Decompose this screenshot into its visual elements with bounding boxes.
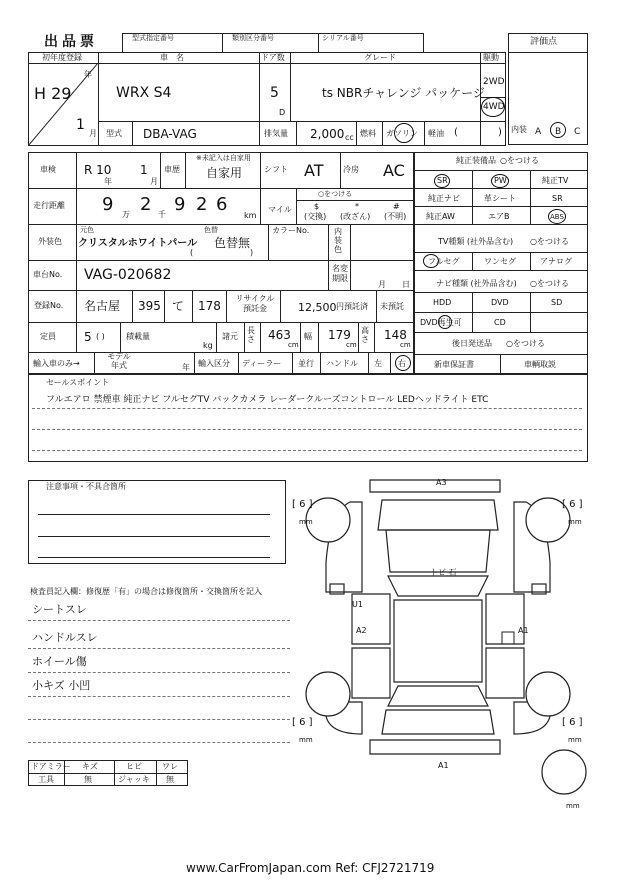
length-value: 463 bbox=[268, 328, 291, 342]
length-unit: cm bbox=[288, 341, 299, 349]
registration-class: 395 bbox=[138, 299, 161, 313]
history-note: ※未記入は自家用 bbox=[196, 154, 251, 162]
width-label: 幅 bbox=[304, 332, 312, 341]
drive-4wd: 4WD bbox=[483, 102, 505, 112]
color-no-label: カラーNo. bbox=[272, 226, 310, 235]
tv-fullseg-circle bbox=[423, 254, 439, 268]
capacity-value: 5 bbox=[84, 330, 92, 344]
name-change-day: 日 bbox=[402, 280, 410, 289]
repaint-label: 色替 bbox=[204, 226, 218, 234]
ac-label: 冷房 bbox=[343, 165, 359, 174]
navi-dvd-playback: DVD再生可 bbox=[420, 318, 462, 327]
tv-fullseg: フルセグ bbox=[428, 257, 460, 266]
mileage-unit-sen: 千 bbox=[158, 210, 166, 219]
shift-label: シフト bbox=[264, 165, 288, 174]
tire-depth-fl: [ 6 ] bbox=[292, 499, 313, 510]
damage-u1: U1 bbox=[352, 600, 363, 609]
legend-tools-value: 無 bbox=[84, 775, 92, 784]
interior-grade-b-circle bbox=[550, 122, 566, 138]
note-line-2: ハンドルスレ bbox=[32, 631, 98, 644]
drive-4wd-circle bbox=[481, 97, 505, 117]
history-label: 車歴 bbox=[164, 165, 180, 174]
model-label: 型式 bbox=[106, 129, 122, 138]
damage-a1-bottom: A1 bbox=[438, 761, 449, 770]
original-color-value: クリスタルホワイトパール bbox=[78, 238, 198, 249]
handle-right-circle bbox=[395, 355, 411, 371]
import-dealer: ディーラー bbox=[242, 359, 282, 368]
inspection-era: R 10 bbox=[84, 163, 112, 177]
equip-genuine-tv: 純正TV bbox=[542, 176, 569, 185]
navi-hdd: HDD bbox=[433, 298, 452, 307]
damage-a2: A2 bbox=[356, 626, 367, 635]
height-label: 高さ bbox=[361, 326, 369, 344]
fuel-gasoline: ガソリン bbox=[386, 129, 418, 138]
navi-type-note: ○をつける bbox=[530, 279, 569, 288]
later-items-title: 後日発送品 bbox=[452, 339, 492, 348]
sales-point-box bbox=[28, 374, 588, 462]
first-reg-label: 初年度登録 bbox=[42, 53, 82, 62]
equip-airbag: エアB bbox=[488, 212, 510, 221]
navi-type-title: ナビ種類 (社外品含む) bbox=[436, 279, 517, 288]
equip-genuine-aw: 純正AW bbox=[426, 212, 455, 221]
vehicle-manual: 車輌取説 bbox=[524, 360, 556, 369]
mileage-circle-note: ○をつける bbox=[318, 190, 353, 198]
navi-cd: CD bbox=[494, 318, 506, 327]
model-value: DBA-VAG bbox=[143, 127, 197, 141]
recycle-paid: 円預託済 bbox=[336, 302, 368, 311]
navi-dvd-playback-circle bbox=[438, 315, 452, 329]
mileage-opt3-text: (不明) bbox=[384, 212, 407, 221]
mileage-digit-5: 6 bbox=[216, 194, 228, 215]
inspection-label: 車検 bbox=[40, 165, 56, 174]
recycle-unpaid: 未預託 bbox=[380, 302, 404, 311]
fuel-label: 燃料 bbox=[360, 129, 376, 138]
tv-oneseg: ワンセグ bbox=[484, 257, 516, 266]
inspection-month: 1 bbox=[140, 163, 148, 177]
sheet-title: 出品票 bbox=[44, 34, 98, 50]
registration-kana: て bbox=[172, 299, 185, 313]
capacity-label: 定員 bbox=[40, 332, 56, 341]
name-change-label: 名変期限 bbox=[332, 264, 348, 283]
first-reg-month: 1 bbox=[76, 117, 85, 133]
equip-abs: ABS bbox=[550, 213, 564, 221]
width-unit: cm bbox=[346, 341, 357, 349]
first-reg-month-unit: 月 bbox=[89, 129, 97, 138]
notes-label: 注意事項・不具合箇所 bbox=[46, 482, 126, 491]
legend-tools: 工具 bbox=[38, 775, 54, 784]
navi-dvd: DVD bbox=[491, 298, 509, 307]
width-value: 179 bbox=[328, 328, 351, 342]
interior-grade-a: A bbox=[535, 127, 542, 137]
grade-label: グレード bbox=[364, 53, 396, 62]
evaluation-label: 評価点 bbox=[530, 37, 558, 47]
repaint-value: 色替無 bbox=[214, 236, 251, 250]
drive-2wd: 2WD bbox=[483, 77, 505, 87]
tire-depth-rl: [ 6 ] bbox=[292, 717, 313, 728]
tire-depth-rr: [ 6 ] bbox=[562, 717, 583, 728]
tire-depth-rl-unit: mm bbox=[299, 736, 313, 744]
legend-break: ワレ bbox=[162, 762, 178, 771]
size-label: 諸元 bbox=[222, 332, 238, 341]
equip-sr-2: SR bbox=[552, 194, 563, 203]
registration-number: 178 bbox=[198, 299, 221, 313]
handle-right: 右 bbox=[398, 359, 406, 368]
genuine-equipment-title: 純正装備品 bbox=[456, 156, 496, 165]
registration-city: 名古屋 bbox=[84, 299, 121, 313]
later-items-note: ○をつける bbox=[506, 339, 545, 348]
legend-jack: ジャッキ bbox=[118, 775, 150, 784]
exterior-color-label: 外装色 bbox=[38, 237, 62, 246]
height-value: 148 bbox=[384, 328, 407, 342]
legend-scratch: キズ bbox=[82, 762, 98, 771]
mileage-opt1-sym: $ bbox=[314, 202, 320, 211]
tv-analog: アナログ bbox=[540, 257, 572, 266]
mileage-opt1-text: (交換) bbox=[304, 212, 327, 221]
navi-sd: SD bbox=[551, 298, 563, 307]
model-designation-label: 型式指定番号 bbox=[132, 34, 174, 42]
tire-depth-rr-unit: mm bbox=[568, 736, 582, 744]
history-value: 自家用 bbox=[206, 166, 243, 180]
repaint-paren-close: ) bbox=[250, 248, 254, 257]
first-reg-year-unit: 年 bbox=[84, 70, 92, 79]
model-year-unit: 年 bbox=[182, 363, 190, 372]
car-name-value: WRX S4 bbox=[116, 85, 172, 101]
doors-label: ドア数 bbox=[261, 53, 285, 62]
mileage-opt2-text: (改ざん) bbox=[340, 212, 371, 221]
handle-label: ハンドル bbox=[326, 359, 358, 368]
interior-grade-b: B bbox=[555, 127, 562, 137]
mileage-digit-3: 9 bbox=[174, 194, 186, 215]
interior-color-label: 内装色 bbox=[334, 227, 342, 254]
length-label: 長さ bbox=[247, 326, 255, 344]
doors-value: 5 bbox=[270, 85, 279, 101]
import-type-label: 輸入区分 bbox=[198, 359, 230, 368]
interior-grade-label: 内装 bbox=[511, 125, 527, 134]
legend-jack-value: 無 bbox=[166, 775, 174, 784]
inspector-note-label: 検査員記入欄：修復歴「有」の場合は修復箇所・交換箇所を記入 bbox=[30, 587, 262, 596]
ac-value: AC bbox=[383, 161, 405, 180]
note-line-1: シートスレ bbox=[32, 603, 87, 616]
warranty-book: 新車保証書 bbox=[434, 360, 474, 369]
category-label: 類別区分番号 bbox=[232, 34, 274, 42]
legend-door-mirror: ドアミラー bbox=[31, 762, 71, 771]
chassis-value: VAG-020682 bbox=[84, 267, 172, 283]
mileage-label: 走行距離 bbox=[33, 201, 65, 210]
footer-reference: www.CarFromJapan.com Ref: CFJ2721719 bbox=[186, 861, 435, 875]
handle-left: 左 bbox=[374, 359, 382, 368]
car-name-label: 車 名 bbox=[160, 53, 184, 62]
grade-value: ts NBRチャレンジ パッケージ bbox=[322, 86, 485, 100]
equip-genuine-navi: 純正ナビ bbox=[428, 194, 460, 203]
interior-grade-c: C bbox=[574, 127, 581, 137]
mileage-digit-2: 2 bbox=[140, 194, 152, 215]
inspection-year-unit: 年 bbox=[104, 177, 112, 186]
fuel-diesel-label: 軽油 bbox=[428, 129, 444, 138]
doors-suffix: D bbox=[279, 108, 286, 117]
damage-a3: A3 bbox=[436, 478, 447, 487]
genuine-equipment-note: ○をつける bbox=[500, 156, 539, 165]
shift-value: AT bbox=[304, 161, 324, 180]
import-only-label: 輸入車のみ→ bbox=[33, 359, 80, 368]
model-year-label: モデル年式 bbox=[107, 352, 131, 370]
fuel-gasoline-circle bbox=[394, 123, 414, 143]
mileage-opt3-sym: # bbox=[393, 202, 400, 211]
tire-depth-fr-unit: mm bbox=[568, 518, 582, 526]
capacity-paren: ( ) bbox=[96, 332, 105, 341]
serial-label: シリアル番号 bbox=[322, 34, 364, 42]
tv-type-title: TV種類 (社外品含む) bbox=[438, 237, 514, 246]
equip-pw: PW bbox=[494, 176, 507, 185]
repaint-paren-open: ( bbox=[190, 248, 194, 257]
sales-point-label: セールスポイント bbox=[46, 378, 110, 387]
height-unit: cm bbox=[400, 341, 411, 349]
tire-depth-fl-unit: mm bbox=[299, 518, 313, 526]
name-change-month: 月 bbox=[378, 280, 386, 289]
mile-label: マイル bbox=[268, 205, 292, 214]
registration-label: 登録No. bbox=[34, 301, 64, 310]
load-unit: kg bbox=[203, 341, 213, 350]
displacement-value: 2,000 bbox=[310, 127, 345, 141]
equip-sr-1: SR bbox=[437, 176, 448, 185]
note-line-3: ホイール傷 bbox=[32, 655, 87, 668]
equip-abs-circle bbox=[548, 209, 566, 224]
legend-crack: ヒビ bbox=[126, 762, 142, 771]
notes-box bbox=[28, 480, 286, 564]
recycle-value: 12,500 bbox=[298, 301, 337, 314]
tire-depth-fr: [ 6 ] bbox=[562, 499, 583, 510]
mileage-opt2-sym: * bbox=[355, 202, 359, 211]
drive-label: 駆動 bbox=[483, 53, 499, 62]
load-label: 積載量 bbox=[126, 332, 150, 341]
damage-a1-side: A1 bbox=[518, 626, 529, 635]
recycle-label: リサイクル預託金 bbox=[235, 294, 275, 313]
mileage-digit-1: 9 bbox=[102, 194, 114, 215]
chassis-label: 車台No. bbox=[33, 270, 63, 279]
displacement-label: 排気量 bbox=[264, 129, 288, 138]
tv-type-note: ○をつける bbox=[530, 237, 569, 246]
original-color-label: 元色 bbox=[80, 226, 94, 234]
mileage-digit-4: 2 bbox=[196, 194, 208, 215]
equip-leather-seat: 革シート bbox=[484, 194, 516, 203]
mileage-unit-km: km bbox=[244, 211, 257, 220]
note-line-4: 小キズ 小凹 bbox=[32, 679, 91, 692]
equip-pw-circle bbox=[491, 174, 509, 188]
equip-sr-1-circle bbox=[434, 174, 450, 188]
first-reg-era: H 29 bbox=[34, 84, 72, 103]
displacement-unit: cc bbox=[345, 133, 354, 142]
inspection-month-unit: 月 bbox=[150, 177, 158, 186]
mileage-unit-man: 万 bbox=[122, 210, 130, 219]
tire-depth-spare-unit: mm bbox=[566, 802, 580, 810]
import-parallel: 並行 bbox=[298, 359, 314, 368]
damage-tobi: トビ 石 bbox=[430, 568, 457, 577]
sales-point-text: フルエアロ 禁煙車 純正ナビ フルセグTV バックカメラ レーダークルーズコントロール LEDヘッドライト ETC bbox=[46, 395, 489, 405]
